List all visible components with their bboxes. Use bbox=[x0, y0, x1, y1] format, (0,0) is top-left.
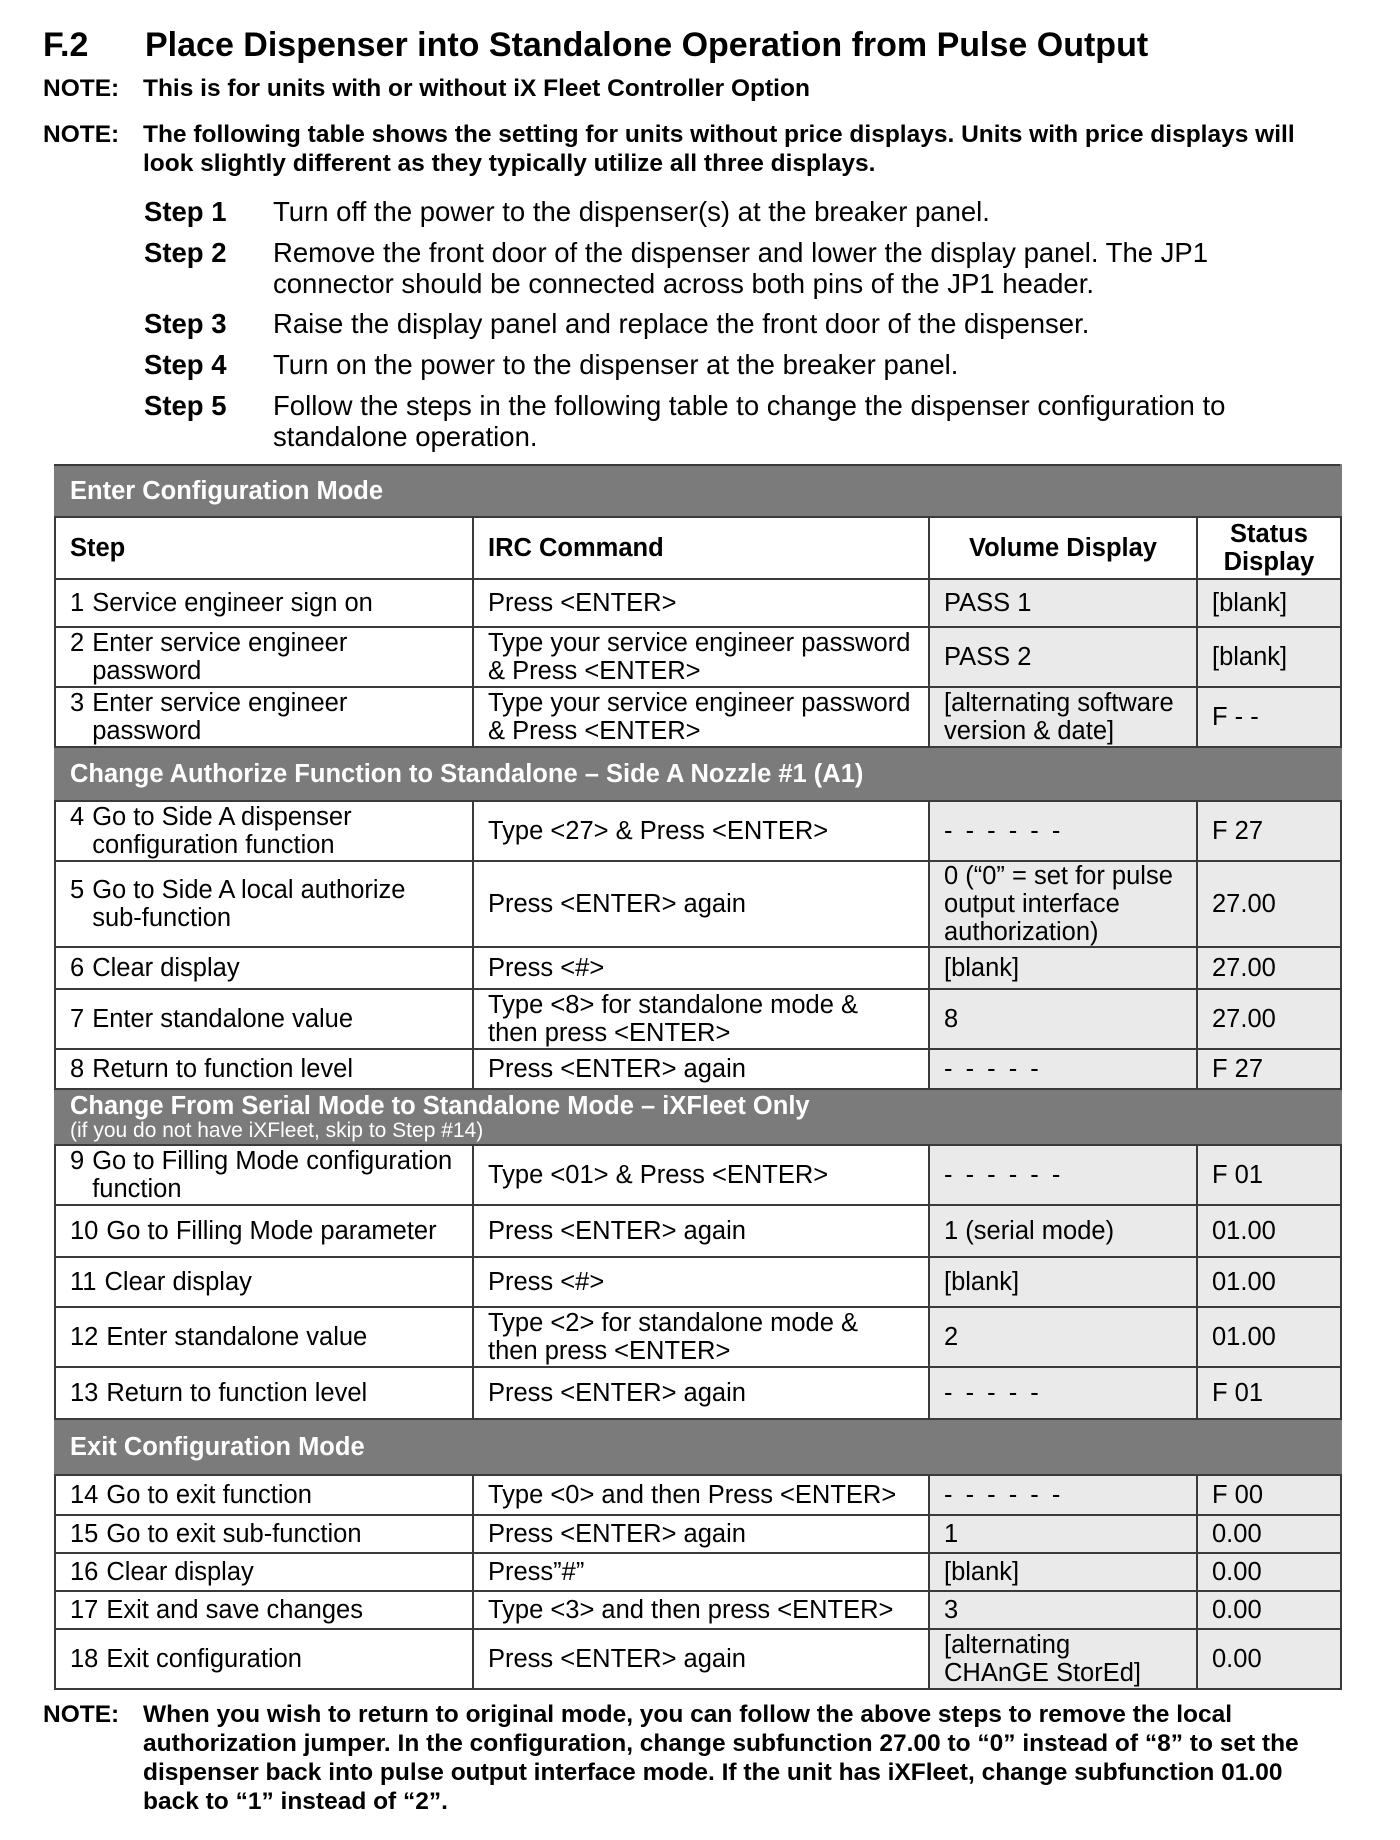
row-volume: [alternating CHAnGE StorEd] bbox=[929, 1629, 1197, 1689]
table-row bbox=[55, 1307, 1341, 1367]
step-label: Step 4 bbox=[144, 349, 227, 380]
step-3 bbox=[144, 308, 1314, 339]
row-number: 8 bbox=[70, 1055, 85, 1083]
note-label: NOTE: bbox=[43, 1701, 120, 1728]
table-header-row bbox=[55, 517, 1341, 579]
note-3 bbox=[43, 1700, 1343, 1816]
table-row bbox=[55, 1553, 1341, 1591]
row-irc: Type <3> and then press <ENTER> bbox=[473, 1591, 929, 1629]
row-irc: Press <ENTER> again bbox=[473, 1515, 929, 1553]
row-status: [blank] bbox=[1197, 579, 1341, 627]
row-step: Go to Side A dispenser configuration function bbox=[92, 803, 352, 859]
section-row-change-serial bbox=[55, 1089, 1341, 1145]
row-volume: PASS 1 bbox=[929, 579, 1197, 627]
row-volume: - - - - - bbox=[929, 1367, 1197, 1419]
row-status: [blank] bbox=[1197, 627, 1341, 687]
step-label: Step 5 bbox=[144, 390, 227, 421]
row-irc: Press <#> bbox=[473, 1257, 929, 1307]
row-volume: - - - - - bbox=[929, 1049, 1197, 1089]
row-step: Clear display bbox=[104, 1268, 252, 1296]
step-text: Raise the display panel and replace the front door of the dispenser. bbox=[273, 308, 1090, 339]
row-status: 0.00 bbox=[1197, 1591, 1341, 1629]
row-step: Enter standalone value bbox=[92, 1005, 354, 1033]
section-title-change-auth: Change Authorize Function to Standalone – Side A Nozzle #1 (A1) bbox=[55, 747, 1341, 801]
section-row-exit bbox=[55, 1419, 1341, 1475]
section-title: Place Dispenser into Standalone Operation from Pulse Output bbox=[145, 26, 1149, 64]
note-label: NOTE: bbox=[43, 121, 120, 148]
table-row bbox=[55, 1205, 1341, 1257]
row-irc: Type <01> & Press <ENTER> bbox=[473, 1145, 929, 1205]
row-volume: [blank] bbox=[929, 947, 1197, 989]
row-volume: 3 bbox=[929, 1591, 1197, 1629]
row-number: 18 bbox=[70, 1645, 99, 1673]
note-label: NOTE: bbox=[43, 75, 120, 102]
row-number: 1 bbox=[70, 589, 85, 617]
row-irc: Type your service engineer password & Press <ENTER> bbox=[473, 627, 929, 687]
row-irc: Press <ENTER> bbox=[473, 579, 929, 627]
row-step: Return to function level bbox=[92, 1055, 354, 1083]
row-irc: Press”#” bbox=[473, 1553, 929, 1591]
row-volume: - - - - - - bbox=[929, 1475, 1197, 1515]
row-irc: Press <ENTER> again bbox=[473, 861, 929, 947]
row-step: Clear display bbox=[92, 954, 240, 982]
row-volume: [blank] bbox=[929, 1553, 1197, 1591]
row-volume: 8 bbox=[929, 989, 1197, 1049]
row-step: Exit configuration bbox=[106, 1645, 302, 1673]
table-row bbox=[55, 989, 1341, 1049]
row-status: 27.00 bbox=[1197, 861, 1341, 947]
row-step: Return to function level bbox=[106, 1379, 368, 1407]
row-status: 0.00 bbox=[1197, 1515, 1341, 1553]
row-irc: Type your service engineer password & Press <ENTER> bbox=[473, 687, 929, 747]
row-step: Go to exit sub-function bbox=[106, 1520, 362, 1548]
row-status: 27.00 bbox=[1197, 947, 1341, 989]
table-row bbox=[55, 1515, 1341, 1553]
row-status: F 27 bbox=[1197, 801, 1341, 861]
row-step: Enter standalone value bbox=[106, 1323, 368, 1351]
step-text: Follow the steps in the following table to change the dispenser configuration to standalone operation. bbox=[273, 390, 1226, 452]
row-number: 2 bbox=[70, 629, 85, 657]
table-row bbox=[55, 1475, 1341, 1515]
row-irc: Type <0> and then Press <ENTER> bbox=[473, 1475, 929, 1515]
row-step: Go to exit function bbox=[106, 1481, 312, 1509]
step-text: Turn off the power to the dispenser(s) at the breaker panel. bbox=[273, 196, 990, 227]
step-text: Turn on the power to the dispenser at the breaker panel. bbox=[273, 349, 959, 380]
row-number: 16 bbox=[70, 1558, 99, 1586]
row-number: 10 bbox=[70, 1217, 99, 1245]
row-volume: 0 (“0” = set for pulse output interface authorization) bbox=[929, 861, 1197, 947]
row-volume: 1 bbox=[929, 1515, 1197, 1553]
section-number: F.2 bbox=[43, 26, 89, 64]
row-number: 3 bbox=[70, 689, 85, 717]
table-row bbox=[55, 1257, 1341, 1307]
table-row bbox=[55, 1591, 1341, 1629]
row-step: Go to Filling Mode configuration function bbox=[92, 1147, 453, 1203]
row-status: F 01 bbox=[1197, 1367, 1341, 1419]
step-text: Remove the front door of the dispenser and lower the display panel. The JP1 connector should be connected across both pins of the JP1 header. bbox=[273, 237, 1209, 299]
section-title-change-serial: Change From Serial Mode to Standalone Mode – iXFleet Only bbox=[70, 1092, 810, 1120]
row-status: 01.00 bbox=[1197, 1257, 1341, 1307]
row-step: Service engineer sign on bbox=[92, 589, 373, 617]
section-heading bbox=[43, 26, 1148, 65]
step-label: Step 1 bbox=[144, 196, 227, 227]
row-irc: Press <ENTER> again bbox=[473, 1205, 929, 1257]
row-volume: PASS 2 bbox=[929, 627, 1197, 687]
row-status: F 00 bbox=[1197, 1475, 1341, 1515]
table-row bbox=[55, 627, 1341, 687]
row-irc: Press <ENTER> again bbox=[473, 1367, 929, 1419]
row-number: 17 bbox=[70, 1596, 99, 1624]
row-irc: Type <2> for standalone mode & then press <ENTER> bbox=[473, 1307, 929, 1367]
row-number: 6 bbox=[70, 954, 85, 982]
note-text: When you wish to return to original mode, you can follow the above steps to remove the local authorization jumper. In the configuration, change subfunction 27.00 to “0” instead of “8” to set the dispenser back into pulse output interface mode. If the unit has iXFleet, change subfunction 01.00 back to “1” instead of “2”. bbox=[143, 1701, 1299, 1815]
note-text: The following table shows the setting for units without price displays. Units with price displays will look slightly different as they typically utilize all three displays. bbox=[143, 121, 1295, 177]
row-number: 5 bbox=[70, 876, 85, 904]
row-status: F 27 bbox=[1197, 1049, 1341, 1089]
row-step: Clear display bbox=[106, 1558, 254, 1586]
step-label: Step 3 bbox=[144, 308, 227, 339]
step-1 bbox=[144, 196, 1314, 227]
table-row bbox=[55, 579, 1341, 627]
row-step: Go to Side A local authorize sub-function bbox=[92, 876, 406, 932]
header-volume: Volume Display bbox=[929, 517, 1197, 579]
step-4 bbox=[144, 349, 1314, 380]
step-label: Step 2 bbox=[144, 237, 227, 268]
row-irc: Press <ENTER> again bbox=[473, 1629, 929, 1689]
row-number: 13 bbox=[70, 1379, 99, 1407]
row-status: 01.00 bbox=[1197, 1307, 1341, 1367]
note-2 bbox=[43, 120, 1343, 178]
row-number: 12 bbox=[70, 1323, 99, 1351]
row-number: 14 bbox=[70, 1481, 99, 1509]
row-volume: - - - - - - bbox=[929, 1145, 1197, 1205]
table-row bbox=[55, 947, 1341, 989]
row-volume: 1 (serial mode) bbox=[929, 1205, 1197, 1257]
header-irc: IRC Command bbox=[473, 517, 929, 579]
row-volume: [blank] bbox=[929, 1257, 1197, 1307]
table-row bbox=[55, 861, 1341, 947]
row-irc: Press <ENTER> again bbox=[473, 1049, 929, 1089]
header-status: Status Display bbox=[1197, 517, 1341, 579]
row-status: F 01 bbox=[1197, 1145, 1341, 1205]
row-step: Go to Filling Mode parameter bbox=[106, 1217, 437, 1245]
section-row-change-auth bbox=[55, 747, 1341, 801]
row-volume: 2 bbox=[929, 1307, 1197, 1367]
row-step: Exit and save changes bbox=[106, 1596, 363, 1624]
section-title-exit: Exit Configuration Mode bbox=[55, 1419, 1341, 1475]
row-number: 11 bbox=[70, 1268, 97, 1296]
table-row bbox=[55, 1629, 1341, 1689]
row-number: 15 bbox=[70, 1520, 99, 1548]
section-note-change-serial: (if you do not have iXFleet, skip to Step #14) bbox=[70, 1119, 484, 1142]
row-irc: Type <27> & Press <ENTER> bbox=[473, 801, 929, 861]
row-status: 27.00 bbox=[1197, 989, 1341, 1049]
table-row bbox=[55, 801, 1341, 861]
row-status: 0.00 bbox=[1197, 1629, 1341, 1689]
header-step: Step bbox=[55, 517, 473, 579]
section-change-serial bbox=[55, 1089, 1341, 1145]
row-volume: - - - - - - bbox=[929, 801, 1197, 861]
note-1 bbox=[43, 74, 1343, 103]
row-status: 01.00 bbox=[1197, 1205, 1341, 1257]
table-row bbox=[55, 1049, 1341, 1089]
note-text: This is for units with or without iX Fleet Controller Option bbox=[143, 75, 810, 102]
table-row bbox=[55, 1145, 1341, 1205]
row-irc: Type <8> for standalone mode & then press <ENTER> bbox=[473, 989, 929, 1049]
step-5 bbox=[144, 390, 1314, 452]
row-number: 7 bbox=[70, 1005, 85, 1033]
step-2 bbox=[144, 237, 1314, 299]
row-number: 4 bbox=[70, 803, 85, 831]
row-volume: [alternating software version & date] bbox=[929, 687, 1197, 747]
row-step: Enter service engineer password bbox=[92, 629, 348, 685]
table-row bbox=[55, 1367, 1341, 1419]
row-number: 9 bbox=[70, 1147, 85, 1175]
row-status: F - - bbox=[1197, 687, 1341, 747]
table-row bbox=[55, 687, 1341, 747]
section-title-enter: Enter Configuration Mode bbox=[55, 465, 1341, 517]
row-status: 0.00 bbox=[1197, 1553, 1341, 1591]
section-row-enter bbox=[55, 465, 1341, 517]
configuration-table bbox=[54, 464, 1342, 1690]
row-step: Enter service engineer password bbox=[92, 689, 348, 745]
row-irc: Press <#> bbox=[473, 947, 929, 989]
